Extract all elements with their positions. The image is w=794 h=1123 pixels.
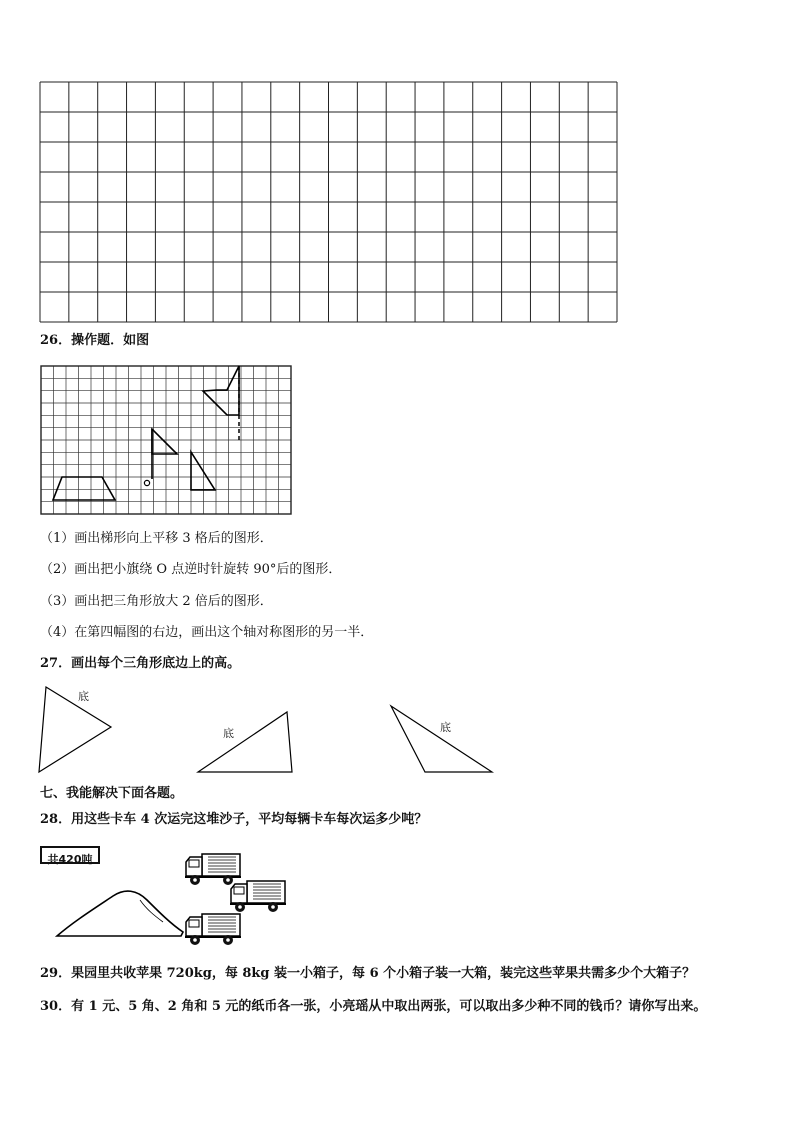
q27-triangle-3 <box>389 704 495 776</box>
q26-grid <box>41 366 291 514</box>
q26-title: 26．操作题．如图 <box>40 333 150 348</box>
truck-icon-3 <box>184 911 242 947</box>
q26-task-4: （4）在第四幅图的右边，画出这个轴对称图形的另一半． <box>40 625 374 640</box>
triangle-shape <box>191 452 215 490</box>
q27-title: 27．画出每个三角形底边上的高。 <box>40 656 241 671</box>
q28-total-label-box <box>40 846 100 864</box>
q26-task-3: （3）画出把三角形放大 2 倍后的图形． <box>40 594 273 609</box>
trapezoid-shape <box>53 477 115 500</box>
q27-base-label-1: 底 <box>78 690 89 703</box>
section-7-title: 七、我能解决下面各题。 <box>40 786 184 801</box>
sand-pile <box>55 888 185 940</box>
q29-title: 29．果园里共收苹果 720kg，每 8kg 装一小箱子，每 6 个小箱子装一大箱，装完这些苹果共需多少个大箱子？ <box>40 966 696 981</box>
q27-base-label-3: 底 <box>440 721 451 734</box>
q30-title: 30．有 1 元、5 角、2 角和 5 元的纸币各一张，小亮瑶从中取出两张，可以取出多少种不同的钱币？请你写出来。 <box>40 999 707 1014</box>
q28-title: 28．用这些卡车 4 次运完这堆沙子，平均每辆卡车每次运多少吨？ <box>40 812 428 827</box>
answer-grid <box>40 82 618 323</box>
q26-task-2: （2）画出把小旗绕 O 点逆时针旋转 90°后的图形． <box>40 562 342 577</box>
q26-figure <box>41 366 291 514</box>
point-o <box>144 480 149 485</box>
q28-total-label: 共420吨 <box>47 853 93 866</box>
q27-triangle-1 <box>36 685 116 775</box>
q26-task-1: （1）画出梯形向上平移 3 格后的图形． <box>40 531 273 546</box>
flag-shape <box>152 429 177 454</box>
truck-icon-2 <box>229 878 287 914</box>
q27-triangle-2 <box>196 710 296 776</box>
q27-base-label-2: 底 <box>223 727 234 740</box>
